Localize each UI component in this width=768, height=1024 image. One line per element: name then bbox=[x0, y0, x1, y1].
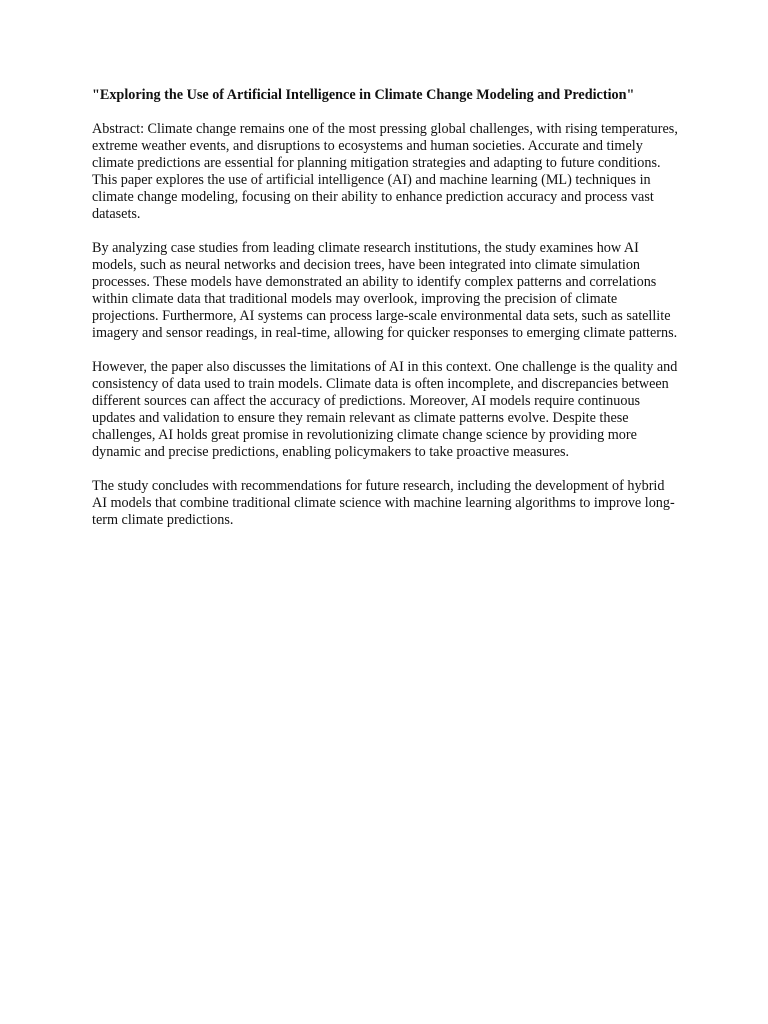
document-page bbox=[92, 87, 682, 546]
paper-title: "Exploring the Use of Artificial Intelligence in Climate Change Modeling and Prediction" bbox=[92, 87, 635, 103]
abstract-paragraph: Abstract: Climate change remains one of the most pressing global challenges, with rising temperatures, extreme weather events, and disruptions to ecosystems and human societies. Accurate and timely climate predictions are essential for planning mitigation strategies and adapting to future conditions. This paper explores the use of artificial intelligence (AI) and machine learning (ML) techniques in climate change modeling, focusing on their ability to enhance prediction accuracy and process vast datasets. bbox=[92, 121, 678, 222]
body-paragraph-conclusion: The study concludes with recommendations for future research, including the development of hybrid AI models that combine traditional climate science with machine learning algorithms to improve long-term climate predictions. bbox=[92, 478, 675, 528]
body-paragraph-limitations: However, the paper also discusses the limitations of AI in this context. One challenge is the quality and consistency of data used to train models. Climate data is often incomplete, and discrepancies between different sources can affect the accuracy of predictions. Moreover, AI models require continuous updates and validation to ensure they remain relevant as climate patterns evolve. Despite these challenges, AI holds great promise in revolutionizing climate change science by providing more dynamic and precise predictions, enabling policymakers to take proactive measures. bbox=[92, 359, 678, 460]
body-paragraph-case-studies: By analyzing case studies from leading climate research institutions, the study examines how AI models, such as neural networks and decision trees, have been integrated into climate simulation processes. These models have demonstrated an ability to identify complex patterns and correlations within climate data that traditional models may overlook, improving the precision of climate projections. Furthermore, AI systems can process large-scale environmental data sets, such as satellite imagery and sensor readings, in real-time, allowing for quicker responses to emerging climate patterns. bbox=[92, 240, 678, 341]
